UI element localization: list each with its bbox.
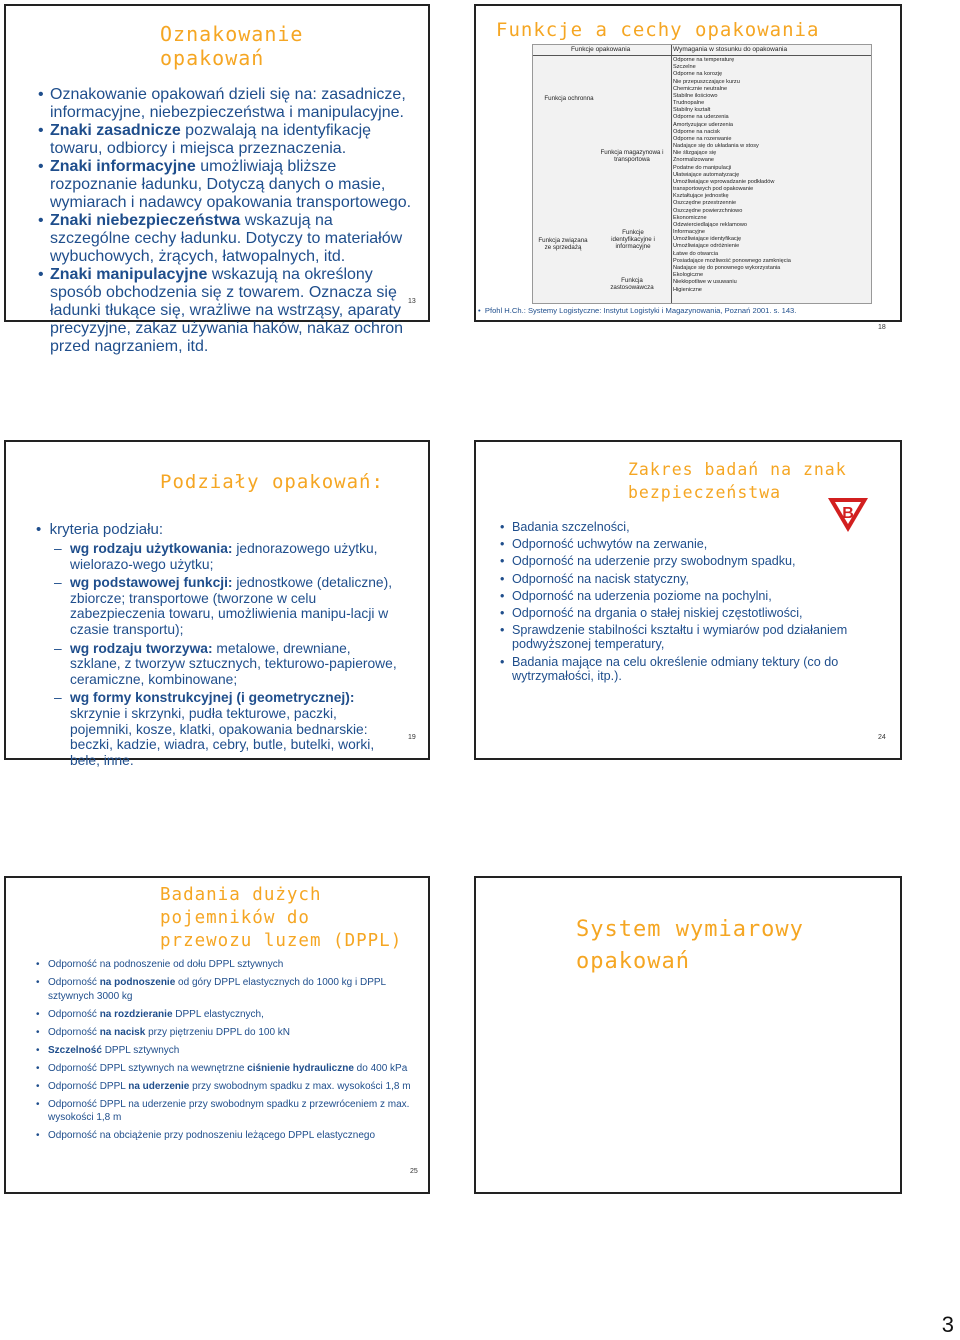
table-header xyxy=(533,45,871,56)
citation-text: Pfohl H.Ch.: Systemy Logistyczne: Instytut Logistyki i Magazynowania, Poznań 2001. s. 143. xyxy=(484,306,797,315)
requirement-item: Odporne na nacisk xyxy=(673,128,720,135)
slide1-bullet-text: wskazują na szczególne cechy ładunku. Dotyczy to materiałów wybuchowych, żrących, łatwopalnych, itd. xyxy=(50,212,403,265)
slide5-bullet-text: Odporność xyxy=(48,1026,100,1038)
slide4-bullet: • Odporność na drgania o stałej niskiej częstotliwości, xyxy=(500,606,870,620)
slide6-title xyxy=(576,914,804,978)
requirement-item: Nadające się do ponownego wykorzystania xyxy=(673,264,781,271)
slide1-number: 13 xyxy=(408,298,416,305)
slide4-number: 24 xyxy=(878,734,886,741)
requirement-item: Nie ślizgające się xyxy=(673,150,717,157)
requirement-item: Nadające się do układania w stosy xyxy=(673,143,759,150)
slide1-title-line2: opakowań xyxy=(160,46,265,70)
slide6-title-line2: opakowań xyxy=(576,949,690,974)
slide1-bullet-text: pozwalają na identyfikację towaru, odbiorcy i miejsca przeznaczenia. xyxy=(50,122,372,157)
requirement-item: Higieniczne xyxy=(673,286,702,293)
slide1-bullet xyxy=(38,86,416,122)
slide5-bullet-text: Odporność na podnoszenie od dołu DPPL sztywnych xyxy=(48,959,284,970)
slide3-sub-bold: wg rodzaju użytkowania: xyxy=(70,541,233,556)
requirement-item: Oszczędne powierzchniowo xyxy=(673,207,743,214)
requirement-item: Kształtujące jednostkę xyxy=(673,193,729,200)
slide4-bullet: • Odporność na uderzenia poziome na pochylni, xyxy=(500,589,870,603)
requirement-item: Chemicznie neutralne xyxy=(673,85,728,92)
requirement-item: Odzwierciedlające reklamowo xyxy=(673,221,747,228)
requirements-list xyxy=(673,57,791,294)
requirement-item: Oszczędne przestrzennie xyxy=(673,200,737,207)
requirement-item: Umożliwiające odróżnienie xyxy=(673,243,740,250)
requirement-item: Stabilny kształt xyxy=(673,107,711,114)
header-requirements: Wymagania w stosunku do opakowania xyxy=(673,46,788,53)
page-number: 3 xyxy=(941,1312,954,1337)
slide5-bullet-bold: na podnoszenie xyxy=(99,977,176,988)
requirement-item: Trudnopalne xyxy=(673,100,705,107)
requirement-item: Amortyzujące uderzenia xyxy=(673,121,734,128)
slide5-bullet xyxy=(36,958,416,972)
requirement-item: transportowych pod opakowanie xyxy=(673,186,754,193)
slide1-bullet-text: Oznakowanie opakowań dzieli się na: zasadnicze, informacyjne, niebezpieczeństwa i manipulacyjne. xyxy=(50,86,406,121)
slide5-bullet-text: przy swobodnym spadku z max. wysokości 1,8 m xyxy=(189,1080,411,1092)
slide4-bullet-list xyxy=(500,520,870,686)
slide5-bullet-bold: Szczelność xyxy=(48,1044,102,1056)
slide1-bullet-bold: Znaki zasadnicze xyxy=(50,122,181,139)
slide5-bullet xyxy=(36,1080,416,1094)
function-storage-transport: Funkcja magazynowa i transportowa xyxy=(600,149,664,163)
slide4-title-line1: Zakres badań na znak xyxy=(628,460,847,479)
requirement-item: Niekłopotliwe w usuwaniu xyxy=(673,279,737,286)
function-application: Funkcja zastosowawcza xyxy=(610,277,654,291)
svg-text:B: B xyxy=(842,505,854,522)
slide3-sub-item xyxy=(54,641,400,688)
requirement-item: Odporne na rozerwanie xyxy=(673,135,732,142)
requirement-item: Odporne na uderzenia xyxy=(673,114,729,121)
slide1-bullet xyxy=(38,122,416,158)
function-sales: Funkcja związana ze sprzedażą xyxy=(538,237,588,251)
slide5-bullet-bold: na nacisk xyxy=(99,1026,146,1038)
slide3-sub-text: skrzynie i skrzynki, pudła tekturowe, paczki, pojemniki, kosze, klatki, opakowania bednarskie: beczki, kadzie, wiadra, cebry, butle, butelki, worki, bele, inne. xyxy=(70,705,375,768)
requirement-item: Szczelne xyxy=(673,64,696,71)
slide2-number: 18 xyxy=(878,324,886,331)
slide5-bullet-text: do 400 kPa xyxy=(353,1062,408,1074)
slide3-sub-bold: wg podstawowej funkcji: xyxy=(70,575,233,591)
slide5-bullet-text: Odporność xyxy=(48,977,100,988)
criteria-label: kryteria podziału: xyxy=(49,521,163,538)
slide3-top-bullet: • kryteria podziału: xyxy=(36,521,163,538)
header-functions: Funkcje opakowania xyxy=(571,46,631,53)
slide5-title xyxy=(160,884,402,953)
slide6-title-line1: System wymiarowy xyxy=(576,917,804,942)
slide4-bullet: • Odporność na nacisk statyczny, xyxy=(500,572,870,586)
slide5-bullet-text: Odporność DPPL na uderzenie przy swobodnym spadku z przewróceniem z max. wysokości 1,8 m xyxy=(48,1098,410,1123)
slide1-title xyxy=(160,22,303,70)
slide3-sub-bold: wg formy konstrukcyjnej (i geometrycznej): xyxy=(70,690,355,706)
slide3-sub-text: jednorazowego użytku, wielorazo-wego użytku; xyxy=(70,541,378,572)
slide4-bullet: • Odporność uchwytów na zerwanie, xyxy=(500,537,870,551)
slide5-bullet-bold: na rozdzieranie xyxy=(99,1008,173,1020)
slide3-sub-list xyxy=(54,541,400,771)
slide5-bullet-bold: ciśnienie hydrauliczne xyxy=(247,1062,354,1074)
slide3-title: Podziały opakowań: xyxy=(160,471,384,493)
column-divider xyxy=(671,45,672,303)
function-protective: Funkcja ochronna xyxy=(544,95,594,102)
slide5-bullet-text: przy piętrzeniu DPPL do 100 kN xyxy=(145,1026,290,1038)
function-identification: Funkcje identyfikacyjne i informacyjne xyxy=(611,229,655,250)
slide5-bullet xyxy=(36,1026,416,1040)
functions-requirements-table xyxy=(532,44,872,304)
slide3-number: 19 xyxy=(408,734,416,741)
slide1-bullet-list xyxy=(38,86,416,356)
slide5-title-line1: Badania dużych xyxy=(160,885,322,905)
slide5-number: 25 xyxy=(410,1168,418,1175)
slide5-bullet-text: DPPL sztywnych xyxy=(101,1044,180,1056)
slide4-bullet: • Badania szczelności, xyxy=(500,520,870,534)
slide4-bullet: • Odporność na uderzenie przy swobodnym spadku, xyxy=(500,554,870,568)
requirement-item: Podatne do manipulacji xyxy=(673,164,732,171)
slide5-bullet-list xyxy=(36,958,416,1147)
slide5-title-line2: pojemników do xyxy=(160,908,310,928)
slide3-sub-bold: wg rodzaju tworzywa: xyxy=(70,640,213,656)
slide3-sub-text: jednostkowe (detaliczne), zbiorcze; transportowe (tworzone w celu zabezpieczenia towaru, umożliwienia manipu-lacji w czasie transportu); xyxy=(70,575,393,637)
slide5-bullet xyxy=(36,1098,416,1125)
slide5-bullet-text: Odporność DPPL xyxy=(48,1080,129,1092)
slide5-bullet xyxy=(36,1044,416,1058)
slide1-bullet-bold: Znaki niebezpieczeństwa xyxy=(50,212,241,229)
requirement-item: Odporne na temperaturę xyxy=(673,57,735,63)
slide4-title xyxy=(628,458,847,504)
requirement-item: Umożliwiające identyfikację xyxy=(673,236,742,243)
slide3-sub-text: metalowe, drewniane, szklane, z tworzyw sztucznych, tekturowo-papierowe, ceramiczne, kombinowane; xyxy=(70,640,397,687)
slide1-bullet xyxy=(38,266,416,356)
slide4-bullet: • Sprawdzenie stabilności kształtu i wymiarów pod działaniem podwyższonej temperatury, xyxy=(500,623,870,651)
requirement-item: Ekonomiczne xyxy=(673,214,707,221)
slide4-title-line2: bezpieczeństwa xyxy=(628,483,782,502)
slide4-bullet: • Badania mające na celu określenie odmiany tektury (co do wytrzymałości, itp.). xyxy=(500,655,870,683)
slide1-title-line1: Oznakowanie xyxy=(160,22,304,46)
slide2-title: Funkcje a cechy opakowania xyxy=(496,19,820,41)
slide5-bullet xyxy=(36,1129,416,1143)
slide3-sub-item xyxy=(54,575,400,637)
requirement-item: Odporne na korozję xyxy=(673,71,723,78)
slide1-bullet-text: umożliwiają bliższe rozpoznanie ładunku, Dotyczą danych o masie, wymiarach i nadawcy opakowania transportowego. xyxy=(50,158,412,211)
requirement-item: Nie przepuszczające kurzu xyxy=(673,78,740,85)
slide3-sub-item xyxy=(54,541,400,572)
slide5-bullet-text: Odporność na obciążenie przy podnoszeniu leżącego DPPL elastycznego xyxy=(48,1130,376,1141)
slide3-sub-item xyxy=(54,690,400,768)
requirement-item: Ekologiczne xyxy=(673,272,704,279)
slide5-bullet-text: DPPL elastycznych, xyxy=(172,1008,264,1020)
requirement-item: Znormalizowane xyxy=(673,157,715,164)
requirement-item: Umożliwiające wprowadzanie podkładów xyxy=(673,178,775,185)
slide5-bullet-text: od góry DPPL elastycznych do 1000 kg i DPPL sztywnych 3000 kg xyxy=(48,977,386,1002)
slide1-bullet xyxy=(38,158,416,212)
requirement-item: Ułatwiające automatyzację xyxy=(673,171,740,178)
slide1-bullet-bold: Znaki manipulacyjne xyxy=(50,266,208,283)
slide5-title-line3: przewozu luzem (DPPL) xyxy=(160,931,403,951)
slide2-citation: • Pfohl H.Ch.: Systemy Logistyczne: Instytut Logistyki i Magazynowania, Poznań 2001. s. 143. xyxy=(478,306,797,315)
slide5-bullet xyxy=(36,976,416,1003)
slide1-bullet-text: wskazują na określony sposób obchodzenia się z towarem. Oznacza się ładunki tłukące się, wrażliwe na wstrząsy, aparaty precyzyjne, zakaz używania haków, nakaz ochron przed nagrzaniem, itd. xyxy=(50,266,404,355)
slide5-bullet-bold: na uderzenie xyxy=(128,1080,190,1092)
slide1-bullet xyxy=(38,212,416,266)
slide1-bullet-bold: Znaki informacyjne xyxy=(50,158,196,175)
slide5-bullet-text: Odporność xyxy=(48,1008,100,1020)
requirement-item: Informacyjne xyxy=(673,229,706,236)
slide5-bullet xyxy=(36,1062,416,1076)
slide5-bullet-text: Odporność DPPL sztywnych na wewnętrzne xyxy=(48,1062,248,1074)
requirement-item: Łatwe do otwarcia xyxy=(673,250,719,257)
slide5-bullet xyxy=(36,1008,416,1022)
requirement-item: Stabilne ilościowo xyxy=(673,92,718,99)
requirement-item: Posiadające możliwość ponownego zamknięcia xyxy=(673,257,791,264)
